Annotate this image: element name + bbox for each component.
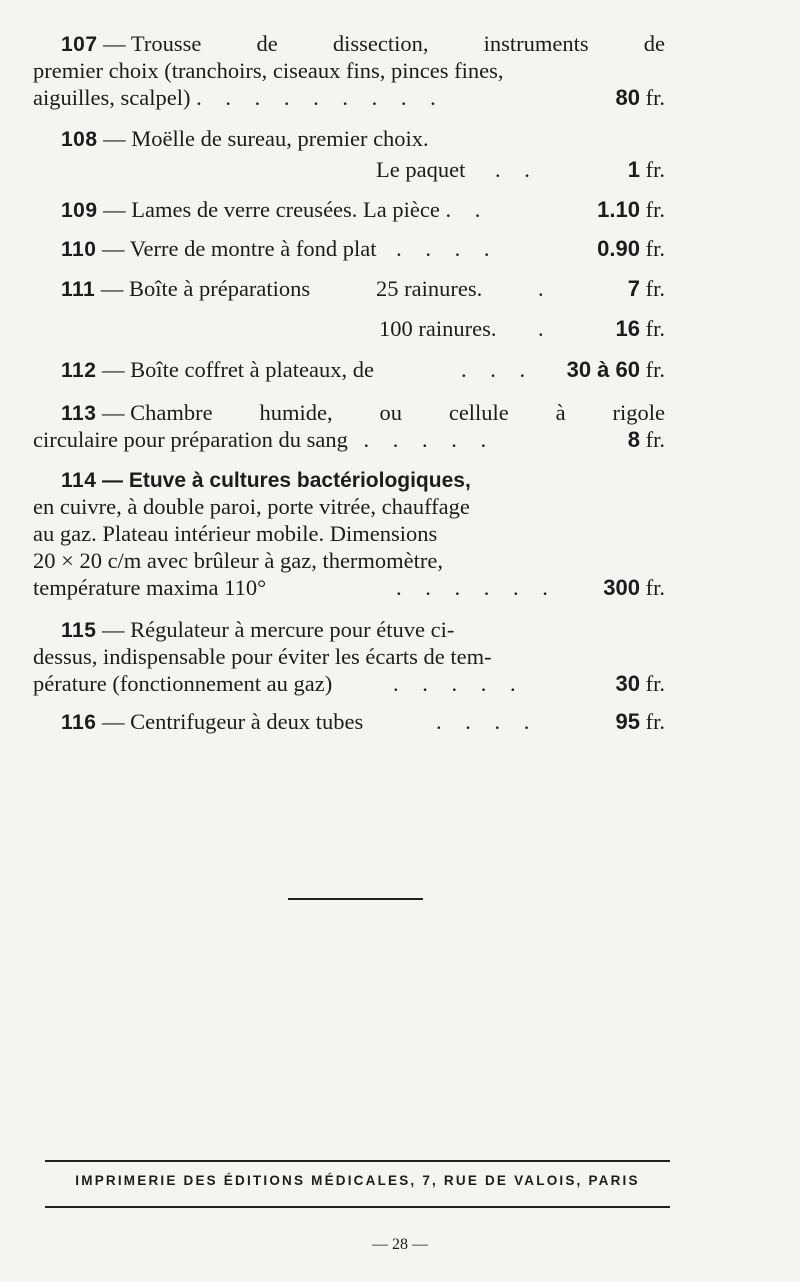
entry-number: 110	[61, 238, 97, 261]
entry-number: 116	[61, 711, 97, 734]
footer-rule-top	[45, 1160, 670, 1162]
entry-price: 300 fr.	[603, 575, 665, 600]
entry-price: 16 fr.	[615, 316, 665, 341]
entry-title: — Etuve à cultures bactériologiques,	[102, 469, 471, 492]
entry-number: 107	[61, 33, 98, 56]
entry-number: 113	[61, 402, 97, 425]
entry-111: 111 — Boîte à préparations 25 rainures. . 7 fr. 100 rainures. . 16 fr.	[61, 276, 665, 341]
entry-115: 115 — Régulateur à mercure pour étuve ci- dessus, indispensable pour éviter les écarts de tem- pérature (fonctionnement au gaz) . . . . . 30 fr.	[33, 617, 665, 696]
entry-price: 30 à 60 fr.	[566, 357, 665, 382]
entry-number: 115	[61, 619, 97, 642]
section-divider	[288, 898, 423, 900]
entry-price: 8 fr.	[627, 427, 665, 452]
entry-112: 112 — Boîte coffret à plateaux, de . . . 30 à 60 fr.	[61, 357, 665, 382]
entry-108: 108 — Moëlle de sureau, premier choix. Le paquet . . 1 fr.	[61, 126, 665, 182]
page-number: — 28 —	[372, 1236, 428, 1253]
entry-price: 80 fr.	[615, 85, 665, 110]
entry-price: 1 fr.	[627, 157, 665, 182]
entry-price: 7 fr.	[627, 276, 665, 301]
entry-116: 116 — Centrifugeur à deux tubes . . . . 95 fr.	[61, 709, 665, 734]
entry-number: 109	[61, 199, 98, 222]
entry-price: 1.10 fr.	[597, 197, 665, 222]
entry-number: 108	[61, 128, 98, 151]
entry-text: premier choix (tranchoirs, ciseaux fins, pinces fines,	[33, 58, 504, 83]
entry-number: 111	[61, 278, 96, 301]
entry-price: 30 fr.	[615, 671, 665, 696]
entry-109: 109 — Lames de verre creusées. La pièce . . 1.10 fr.	[61, 197, 665, 222]
entry-110: 110 — Verre de montre à fond plat . . . . 0.90 fr.	[61, 236, 665, 261]
entry-number: 114	[61, 469, 97, 492]
entry-113: 113 — Chambre humide, ou cellule à rigole circulaire pour préparation du sang . . . . . 8 fr.	[33, 400, 665, 452]
entry-114: 114 — Etuve à cultures bactériologiques, en cuivre, à double paroi, porte vitrée, chauffage au gaz. Plateau intérieur mobile. Dimensions 20 × 20 c/m avec brûleur à gaz, thermomètre, température maxima 110° . . . . . . 300 fr.	[33, 469, 665, 600]
printer-imprint: IMPRIMERIE DES ÉDITIONS MÉDICALES, 7, RUE DE VALOIS, PARIS	[75, 1173, 640, 1188]
entry-number: 112	[61, 359, 97, 382]
entry-price: 95 fr.	[615, 709, 665, 734]
entry-107: 107 — Trousse de dissection, instruments de premier choix (tranchoirs, ciseaux fins, pinces fines, aiguilles, scalpel) . . . . . . . . . 80 fr.	[33, 31, 665, 110]
footer-rule-bottom	[45, 1206, 670, 1208]
entry-price: 0.90 fr.	[597, 236, 665, 261]
